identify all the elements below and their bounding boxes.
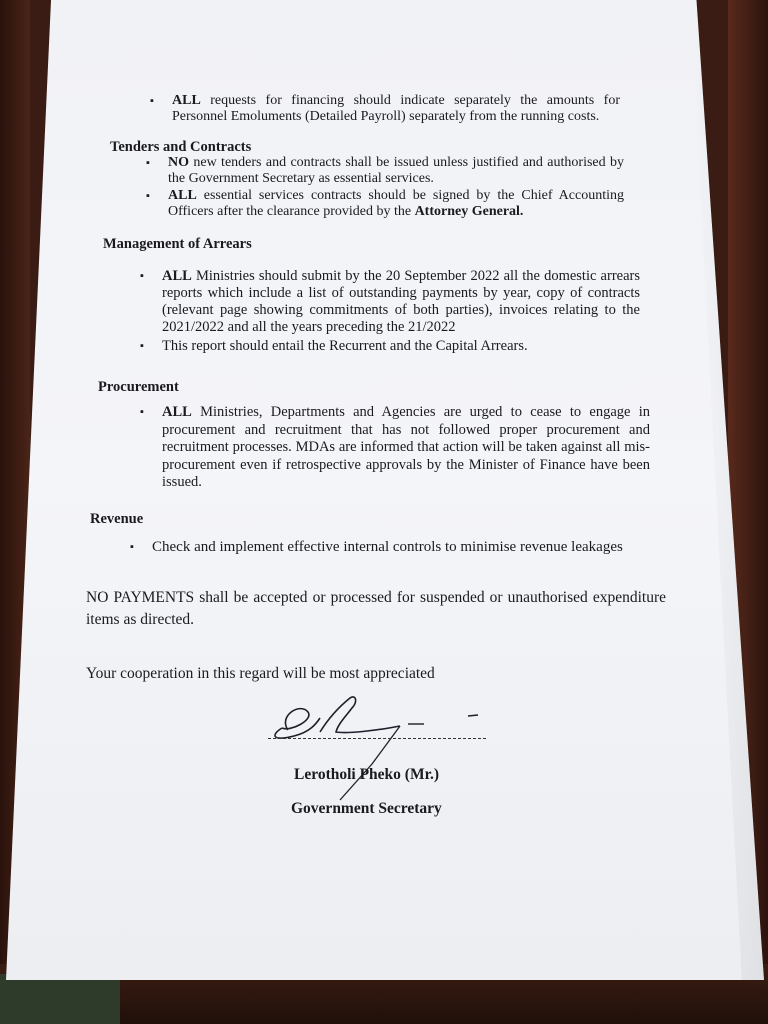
bullet-item <box>140 268 640 336</box>
bullet-item <box>140 338 640 355</box>
bullet-text: requests for financing should indicate separately the amounts for Personnel Emoluments (Detailed Payroll) separately from the running costs. <box>172 93 620 124</box>
bullet-text: Ministries should submit by the 20 September 2022 all the domestic arrears reports which include a list of outstanding payments by year, copy of contracts (relevant page showing commitments of both parties), invoices relating to the 2021/2022 and all the years preceding the 21/2022 <box>162 268 640 335</box>
bullet-text: This report should entail the Recurrent and the Capital Arrears. <box>162 338 528 354</box>
section-heading-revenue: Revenue <box>90 511 144 527</box>
bullet-item <box>146 188 624 220</box>
arrears-bullets <box>140 268 640 355</box>
procurement-bullets <box>140 404 650 492</box>
section-heading-tenders: Tenders and Contracts <box>110 139 252 155</box>
tenders-bullets <box>146 155 624 220</box>
bullet-keyword-end: Attorney General. <box>414 204 524 219</box>
signatory-name: Lerotholi Pheko (Mr.) <box>294 766 440 783</box>
bullet-text: Ministries, Departments and Agencies are urged to cease to engage in procurement and recruitment that has not followed proper procurement and recruitment processes. MDAs are informed that action will be taken against all mis-procurement even if retrospective approvals by the Minister of Finance have been issued. <box>162 404 650 490</box>
signatory-title: Government Secretary <box>291 800 442 817</box>
bullet-item <box>140 404 650 492</box>
bullet-keyword: NO <box>168 155 189 170</box>
bullet-keyword: ALL <box>162 404 192 420</box>
section-heading-arrears: Management of Arrears <box>103 236 252 252</box>
bullet-keyword: ALL <box>168 188 197 203</box>
section-heading-procurement: Procurement <box>98 379 179 395</box>
bullet-item <box>130 537 640 557</box>
revenue-bullets <box>130 537 640 557</box>
bullet-keyword: ALL <box>172 93 201 108</box>
signature-line <box>268 738 486 739</box>
bullet-text: new tenders and contracts shall be issued unless justified and authorised by the Government Secretary as essential services. <box>168 155 624 186</box>
bullet-text: essential services contracts should be signed by the Chief Accounting Officers after the clearance provided by the <box>168 188 624 219</box>
bullet-keyword: ALL <box>162 268 192 284</box>
bullet-item <box>146 155 624 187</box>
bullet-text: Check and implement effective internal controls to minimise revenue leakages <box>152 539 623 555</box>
no-payments-paragraph: NO PAYMENTS shall be accepted or processed for suspended or unauthorised expenditure items as directed. <box>86 589 666 628</box>
closing-line: Your cooperation in this regard will be most appreciated <box>86 665 435 682</box>
bullet-item <box>150 93 620 125</box>
financing-bullet <box>150 93 620 125</box>
signature-mark <box>260 688 490 808</box>
